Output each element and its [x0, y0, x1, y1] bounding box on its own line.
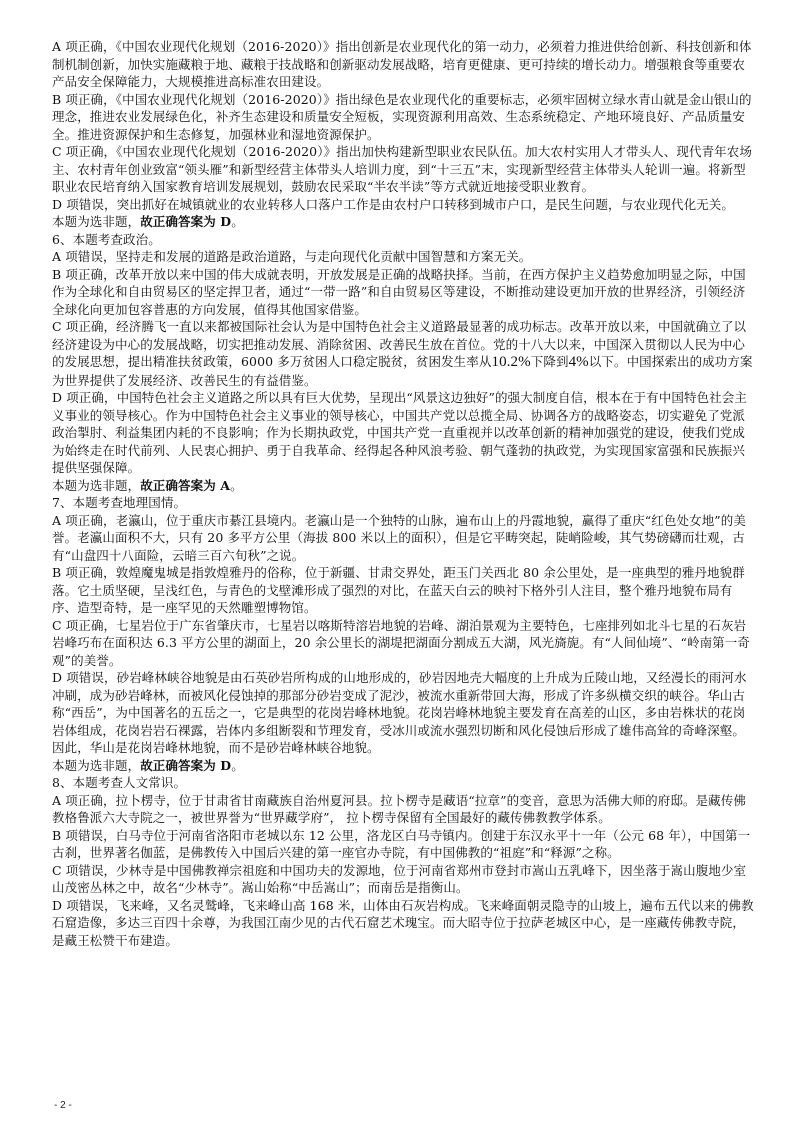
text-run: 以下。中国探索出的成功方案为世界提供了发展经济、改善民生的有益借鉴。 [52, 354, 753, 388]
text-run: A 项正确，《中国农业现代化规划（2016-2020）》指出创新是农业现代化的第一动力，必须着力推进供给创新、科技创新和体制机制创新，加快实施藏粮于地、藏粮于技战略和创新驱动发展战略，培育更健康、更可持续的增长动力。增强粮食等重要农产品安全保障能力，大规模推进高标准农田建设。 [52, 39, 752, 89]
paragraph [52, 862, 756, 897]
text-run: B 项正确，《中国农业现代化规划（2016-2020）》指出绿色是农业现代化的重要标志，必须牢固树立绿水青山就是金山银山的理念，推进农业发展绿色化，补齐生态建设和质量安全短板，实现资源利用高效、生态系统稳定、产地环境良好、产品质量安全。推进资源保护和生态修复，加强林业和湿地资源保护。 [52, 91, 752, 142]
percentage-value: 10.2% [491, 354, 531, 370]
text-run: 6、本题考查政治。 [52, 231, 161, 247]
paragraph [52, 477, 756, 495]
text-run: B 项正确，敦煌魔鬼城是指敦煌雅丹的俗称，位于新疆、甘肃交界处，距玉门关西北 80 余公里处，是一座典型的雅丹地貌群落。它土质坚硬，呈浅红色，与青色的戈壁滩形成了强烈的对比，在蓝天白云的映衬下格外引人注目，整个雅丹地貌布局有序、造型奇特，是一座罕见的天然雕塑博物馆。 [52, 565, 745, 615]
text-run: 本题为选非题， [52, 214, 141, 229]
paragraph [52, 91, 756, 144]
text-run: 8、本题考查人文常识。 [52, 775, 187, 790]
text-run: B 项错误，白马寺位于河南省洛阳市老城以东 12 公里，洛龙区白马寺镇内。创建于东汉永平十一年（公元 68 年），中国第一古刹，世界著名伽蓝，是佛教传入中国后兴建的第一座官办寺院，有中国佛教的“祖庭”和“释源”之称。 [52, 827, 751, 860]
paragraph [52, 617, 756, 670]
paragraph [52, 512, 756, 565]
text-run: 。 [230, 477, 243, 493]
text-run: D 项错误，飞来峰，又名灵鹫峰，飞来峰山高 168 米，山体由石灰岩构成。飞来峰面朝灵隐寺的山坡上，遍布五代以来的佛教石窟造像，多达三百四十余尊，为我国江南少见的古代石窟艺术瑰宝。而大昭寺位于拉萨老城区中心，是一座藏传佛教寺院，是藏王松赞干布建造。 [52, 897, 754, 948]
paragraph [52, 231, 756, 249]
paragraph [52, 792, 756, 827]
paragraph [52, 38, 756, 91]
text-run: A 项错误，坚持走和发展的道路是政治道路，与走向现代化贡献中国智慧和方案无关。 [52, 249, 532, 264]
page-number: - 2 - [54, 1100, 72, 1111]
text-run: 。 [231, 757, 244, 773]
paragraph [52, 494, 756, 512]
paragraph [52, 213, 756, 231]
percentage-value: 4% [568, 354, 589, 370]
paragraph [52, 248, 756, 266]
text-run: B 项正确，改革开放以来中国的伟大成就表明，开放发展是正确的战略抉择。当前，在西方保护主义趋势愈加明显之际，中国作为全球化和自由贸易区的坚定捍卫者，通过“一带一路”和自由贸易区等建设，不断推动建设更加开放的世界经济，引领经济全球化向更加包容普惠的方向发展，值得其他国家借鉴。 [52, 266, 746, 317]
paragraph [52, 564, 756, 617]
text-run: 。 [231, 214, 244, 229]
paragraph [52, 389, 756, 477]
text-run: D 项错误，突出抓好在城镇就业的农业转移人口落户工作是由农村户口转移到城市户口，是民生问题，与农业现代化无关。 [52, 196, 734, 212]
text-run: D 项错误，砂岩峰林峡谷地貌是由石英砂岩所构成的山地形成的，砂岩因地壳大幅度的上升成为丘陵山地，又经漫长的雨河水冲刷，成为砂岩峰林，而被风化侵蚀掉的那部分砂岩变成了泥沙，被流水重新带回大海，形成了许多纵横交织的峡谷。华山古称“西岳”，为中国著名的五岳之一，它是典型的花岗岩峰林地貌。花岗岩峰林地貌主要发育在高差的山区，多由岩株状的花岗岩体组成，花岗岩岩石裸露，岩体内多组断裂和节理发育，受冰川或流水强烈切断和风化侵蚀后形成了雄伟高耸的奇峰深壑。因此，华山是花岗岩峰林地貌，而不是砂岩峰林峡谷地貌。 [52, 670, 747, 755]
text-run: 本题为选非题， [52, 757, 141, 773]
text-run: 下降到 [530, 354, 569, 369]
answer-highlight: 故正确答案为 D [140, 214, 232, 229]
answer-highlight: 故正确答案为 D [140, 757, 232, 773]
text-run: 7、本题考查地理国情。 [52, 495, 187, 510]
text-run: C 项正确，经济腾飞一直以来都被国际社会认为是中国特色社会主义道路最显著的成功标志。改革开放以来，中国就确立了以经济建设为中心的发展战略，切实把推动发展、消除贫困、改善民生放在首位。党的十八大以来，中国深入贯彻以人民为中心的发展思想，提出精准扶贫政策，6000 多万贫困人口稳定脱贫，贫困发生率从 [52, 319, 747, 369]
answer-explanations [52, 38, 756, 949]
paragraph [52, 774, 756, 792]
paragraph [52, 827, 756, 862]
paragraph [52, 143, 756, 196]
text-run: A 项正确，拉卜楞寺，位于甘肃省甘南藏族自治州夏河县。拉卜楞寺是藏语“拉章”的变音，意思为活佛大师的府邸。是藏传佛教格鲁派六大寺院之一，被世界誉为“世界藏学府”， 拉卜楞寺保留有全国最好的藏传佛教教学体系。 [52, 792, 746, 825]
paragraph [52, 318, 756, 389]
paragraph [52, 897, 756, 950]
text-run: A 项正确，老瀛山，位于重庆市綦江县境内。老瀛山是一个独特的山脉，遍布山上的丹霞地貌，赢得了重庆“红色处女地”的美誉。老瀛山面积不大，只有 20 多平方公里（海拔 800 米以上的面积），但是它平畴突起，陡峭险峻，其气势磅礴而壮观，古有“山盘四十八面险，云暗三百六旬秋”之说。 [52, 512, 746, 563]
paragraph [52, 266, 756, 319]
text-run: D 项正确，中国特色社会主义道路之所以具有巨大优势，呈现出“风景这边独好”的强大制度自信，根本在于有中国特色社会主义事业的领导核心。作为中国特色社会主义事业的领导核心，中国共产党以总揽全局、协调各方的战略姿态，切实避免了党派政治掣肘、利益集团内耗的不良影响；作为长期执政党，中国共产党一直重视并以改革创新的精神加强党的建设，使我们党成为始终走在时代前列、人民衷心拥护、勇于自我革命、经得起各种风浪考验、朝气蓬勃的执政党，为实现国家富强和民族振兴提供坚强保障。 [52, 390, 747, 475]
paragraph [52, 669, 756, 757]
paragraph [52, 757, 756, 775]
text-run: C 项错误，少林寺是中国佛教禅宗祖庭和中国功夫的发源地，位于河南省郑州市登封市嵩山五乳峰下，因坐落于嵩山腹地少室山茂密丛林之中，故名“少林寺”。嵩山始称“中岳嵩山”；而南岳是指衡山。 [52, 862, 747, 895]
text-run: 本题为选非题， [52, 477, 141, 493]
answer-highlight: 故正确答案为 A [140, 477, 231, 493]
paragraph [52, 196, 756, 214]
text-run: C 项正确，七星岩位于广东省肇庆市，七星岩以喀斯特溶岩地貌的岩峰、湖泊景观为主要特色，七座排列如北斗七星的石灰岩岩峰巧布在面积达 6.3 平方公里的湖面上，20 余公里长的湖堤把湖面分割成五大湖，风光旖旎。有“人间仙境”、“岭南第一奇观”的美誉。 [52, 617, 750, 668]
text-run: C 项正确，《中国农业现代化规划（2016-2020）》指出加快构建新型职业农民队伍。加大农村实用人才带头人、现代青年农场主、农村青年创业致富“领头雁”和新型经营主体带头人培训力度，到“十三五”末，实现新型经营主体带头人轮训一遍。将新型职业农民培育纳入国家教育培训发展规划，鼓励农民采取“半农半读”等方式就近地接受职业教育。 [52, 144, 752, 194]
